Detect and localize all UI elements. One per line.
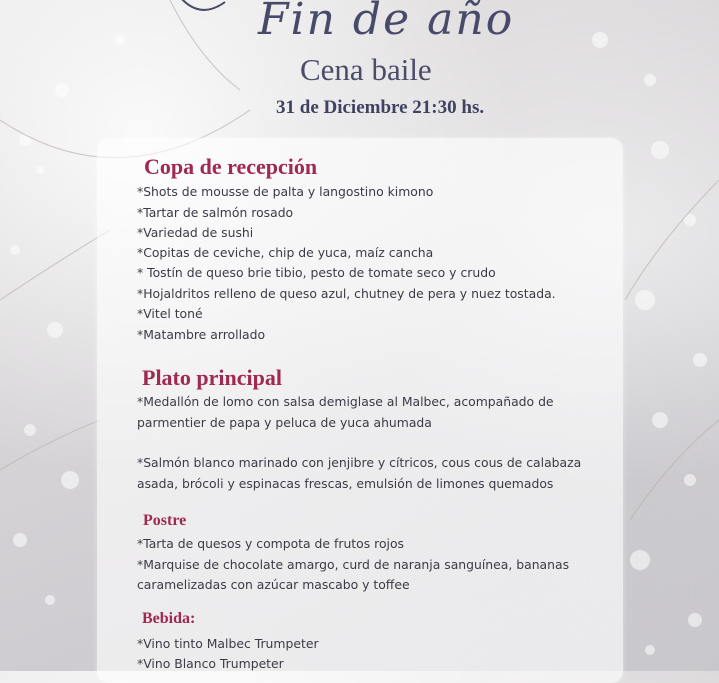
- menu-item: *Medallón de lomo con salsa demiglase al Malbec, acompañado de: [137, 394, 554, 409]
- menu-item: caramelizadas con azúcar mascabo y toffee: [137, 577, 410, 592]
- section-title-reception: Copa de recepción: [144, 154, 318, 179]
- menu-item: parmentier de papa y peluca de yuca ahumada: [137, 415, 432, 430]
- event-subtitle: Cena baile: [300, 52, 432, 87]
- event-title: Fin de año: [258, 0, 515, 45]
- menu-item: * Tostín de queso brie tibio, pesto de tomate seco y crudo: [137, 265, 496, 280]
- menu-item: *Matambre arrollado: [137, 327, 266, 342]
- menu-item: *Copitas de ceviche, chip de yuca, maíz cancha: [137, 245, 434, 260]
- section-title-main: Plato principal: [142, 365, 282, 390]
- menu-item: *Hojaldritos relleno de queso azul, chutney de pera y nuez tostada.: [137, 286, 556, 301]
- menu-item: *Salmón blanco marinado con jenjibre y cítricos, cous cous de calabaza: [137, 455, 582, 470]
- menu-item: asada, brócoli y espinacas frescas, emulsión de limones quemados: [137, 476, 554, 491]
- menu-item: *Vino tinto Malbec Trumpeter: [137, 636, 319, 651]
- section-title-drinks: Bebida:: [142, 610, 196, 627]
- menu-item: *Variedad de sushi: [137, 225, 254, 240]
- menu-item: *Tarta de quesos y compota de frutos rojos: [137, 536, 405, 551]
- menu-item: *Vitel toné: [137, 306, 203, 321]
- event-date: 31 de Diciembre 21:30 hs.: [276, 97, 485, 118]
- menu-item: *Vino Blanco Trumpeter: [137, 656, 284, 671]
- menu-item: *Shots de mousse de palta y langostino kimono: [137, 184, 434, 199]
- menu-item: *Tartar de salmón rosado: [137, 205, 294, 220]
- script-letter-decoration: [170, 0, 240, 22]
- menu-item: *Marquise de chocolate amargo, curd de naranja sanguínea, bananas: [137, 557, 570, 572]
- section-title-dessert: Postre: [143, 512, 187, 529]
